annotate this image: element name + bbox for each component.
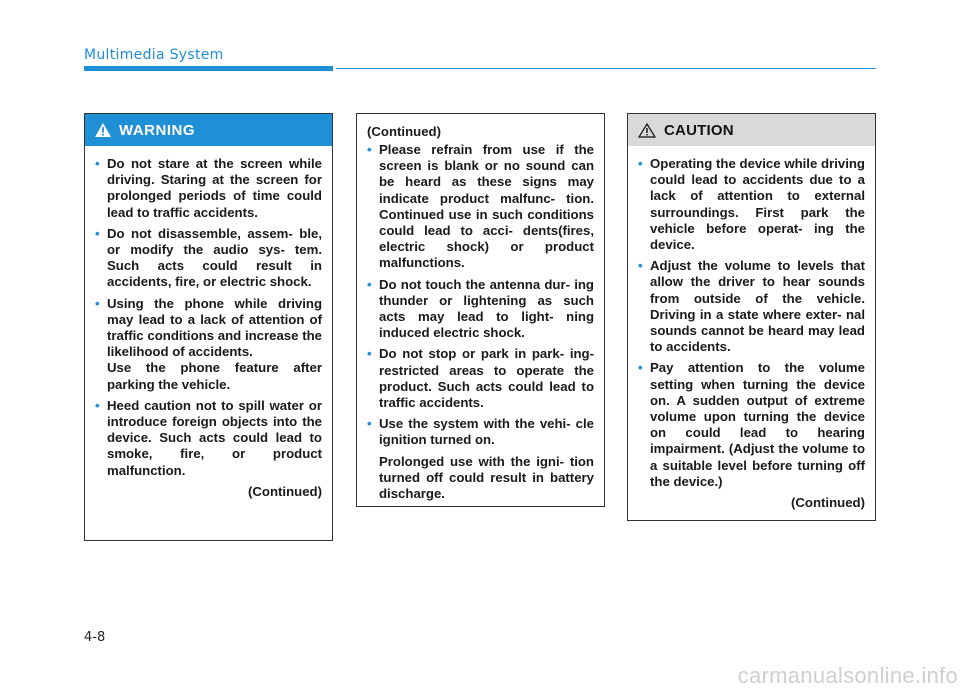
watermark: carmanualsonline.info <box>737 663 958 688</box>
continued-label: (Continued) <box>248 483 322 499</box>
warning-box <box>84 113 333 541</box>
warning-title: WARNING <box>119 121 195 139</box>
list-item: • Adjust the volume to levels that allow the driver to hear sounds from outside of the vehicle. Driving in a state where exter- nal sounds cannot be heard may lead to accidents. <box>638 258 865 355</box>
page-number: 4-8 <box>84 630 106 645</box>
caution-list <box>638 156 865 490</box>
middle-list <box>367 142 594 449</box>
caution-title: CAUTION <box>664 121 734 139</box>
list-item: • Pay attention to the volume setting when turning the device on. A sudden output of extreme volume upon turning the device on could lead to hearing impairment. (Adjust the volume to a suitable level before turning off the device.) <box>638 360 865 489</box>
warning-content <box>85 146 332 500</box>
list-item: • Use the system with the vehi- cle ignition turned on. <box>367 416 594 448</box>
warning-list <box>95 156 322 479</box>
caution-content <box>628 146 875 511</box>
warning-continued-box <box>356 113 605 507</box>
paragraph: Prolonged use with the igni- tion turned off could result in battery discharge. <box>379 453 594 502</box>
list-item: • Heed caution not to spill water or introduce foreign objects into the device. Such acts could lead to smoke, fire, or product malfunction. <box>95 397 322 478</box>
section-title: Multimedia System <box>84 47 224 63</box>
list-item: • Do not stare at the screen while driving. Staring at the screen for prolonged periods of time could lead to traffic accidents. <box>95 156 322 220</box>
warning-triangle-icon <box>95 123 111 137</box>
caution-header <box>628 114 875 146</box>
list-item: • Using the phone while driving may lead to a lack of attention of traffic conditions and increase the likelihood of accidents. Use the phone feature after parking the vehicle. <box>95 295 322 392</box>
list-item: • Please refrain from use if the screen is blank or no sound can be heard as these signs may indicate product malfunc- tion. Continued use in such conditions could lead to acci- dents(fires, electric shock) or product malfunctions. <box>367 142 594 271</box>
header-rule-thick <box>84 66 333 71</box>
list-item: • Do not disassemble, assem- ble, or modify the audio sys- tem. Such acts could result in accidents, fire, or electric shock. <box>95 225 322 290</box>
list-item: • Operating the device while driving could lead to accidents due to a lack of attention to external surroundings. First park the vehicle before operat- ing the device. <box>638 156 865 253</box>
caution-triangle-icon <box>638 123 656 138</box>
caution-box <box>627 113 876 521</box>
continued-label: (Continued) <box>367 124 441 139</box>
warning-header <box>85 114 332 146</box>
list-item: • Do not touch the antenna dur- ing thunder or lightening as such acts may lead to light- ning induced electric shock. <box>367 276 594 341</box>
continued-label: (Continued) <box>791 495 865 511</box>
header-rule-thin <box>336 68 876 69</box>
list-item: • Do not stop or park in park- ing-restricted areas to operate the product. Such acts could lead to traffic accidents. <box>367 346 594 411</box>
middle-content <box>357 114 604 502</box>
